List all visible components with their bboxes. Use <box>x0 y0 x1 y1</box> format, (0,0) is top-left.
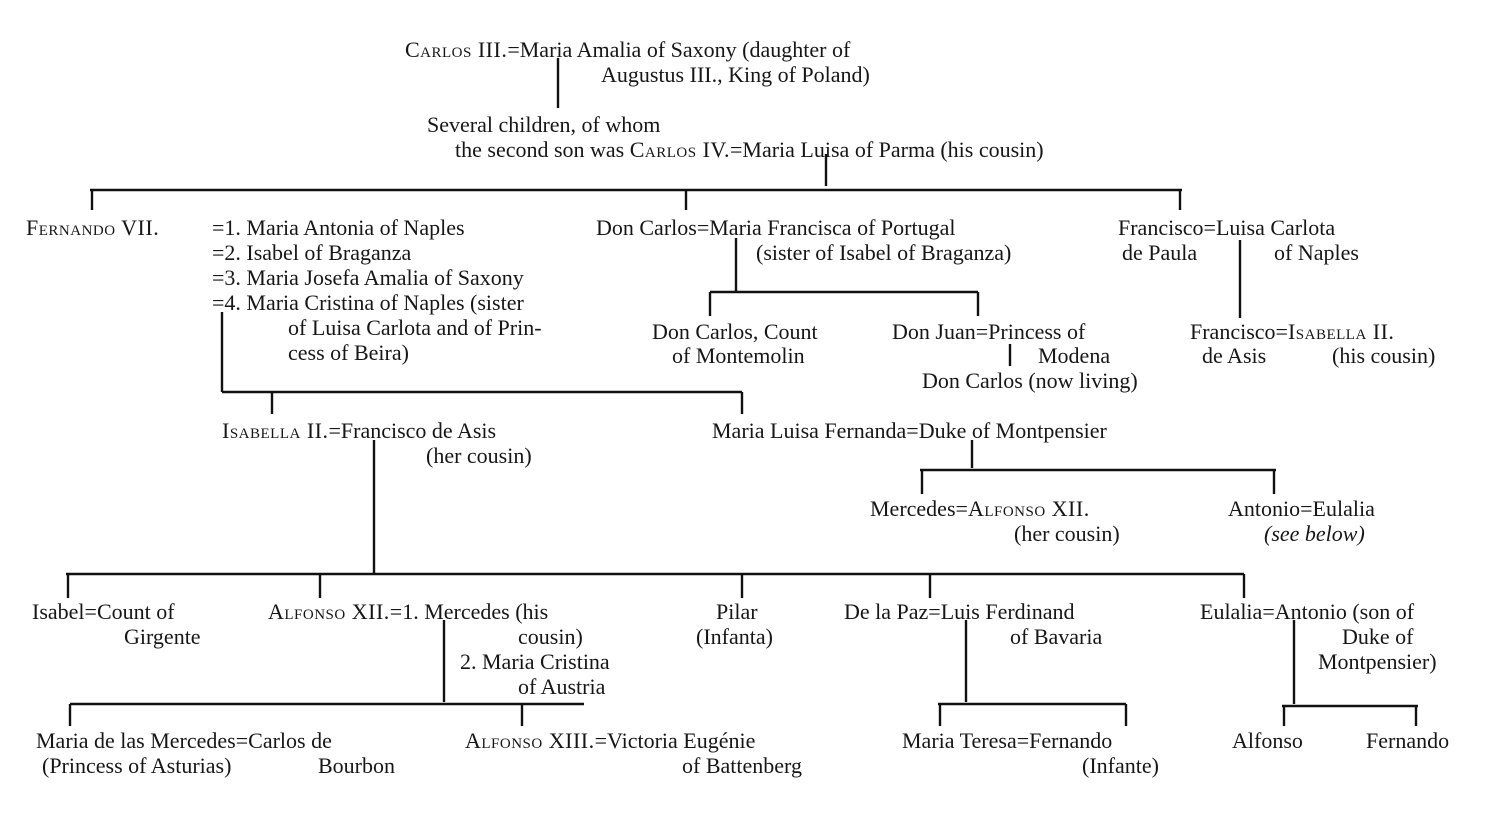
marriage-sign: = <box>1016 728 1030 753</box>
fernando-infante-line1: Fernando <box>1029 728 1113 753</box>
antonio-name: Antonio <box>1228 496 1301 521</box>
donjuan-name: Don Juan <box>892 319 976 344</box>
count-montemolin-line1: Don Carlos, Count <box>652 319 818 344</box>
maria-mercedes-couple <box>36 729 332 753</box>
fernando7-wife-4-cont1: of Luisa Carlota and of Prin- <box>288 315 542 340</box>
eulalia-name: Eulalia <box>1200 599 1263 624</box>
fernando-infante-line2: (Infante) <box>1082 753 1159 778</box>
fernando7-wife-2: =2. Isabel of Braganza <box>212 240 412 265</box>
maria-teresa-name: Maria Teresa <box>902 728 1017 753</box>
marriage-sign: = <box>328 418 341 443</box>
donjuan-couple <box>892 320 1085 344</box>
see-below-note: (see below) <box>1264 521 1365 546</box>
victoria-eugenie-line2: of Battenberg <box>682 753 802 778</box>
alfonso13-couple <box>465 729 755 753</box>
montpensier-name: Duke of Montpensier <box>918 418 1107 443</box>
marriage-sign: = <box>1275 319 1288 344</box>
marriage-sign: = <box>955 496 968 521</box>
luisa-carlota-line1: Luisa Carlota <box>1215 215 1336 240</box>
eulalia-son-fernando: Fernando <box>1366 728 1450 753</box>
isabella2-spouse: Isabella II. <box>1287 319 1395 344</box>
marriage-sign: = <box>594 728 608 753</box>
luis-ferdinand-line1: Luis Ferdinand <box>940 599 1075 624</box>
fernando7-wife-3: =3. Maria Josefa Amalia of Saxony <box>212 265 524 290</box>
eulalia-spouse: Eulalia <box>1312 496 1375 521</box>
marriage-sign: = <box>84 599 97 624</box>
alfonso12-couple <box>268 600 548 624</box>
eulalia-son-alfonso: Alfonso <box>1232 728 1303 753</box>
marriage-sign: = <box>696 215 710 240</box>
maria-francisca-line2: (sister of Isabel of Braganza) <box>756 240 1012 265</box>
mercedes-couple <box>870 497 1090 521</box>
isabel-couple <box>32 600 175 624</box>
girgente-line2: Girgente <box>124 624 201 649</box>
girgente-line1: Count of <box>96 599 175 624</box>
second-son-text: the second son was <box>455 137 625 162</box>
carlos4-couple <box>455 138 1044 162</box>
alfonso13-name: Alfonso XIII. <box>465 728 595 753</box>
maria-mercedes-title: (Princess of Asturias) <box>42 753 232 778</box>
marriage-sign: = <box>1262 599 1275 624</box>
pilar-title: (Infanta) <box>696 624 773 649</box>
francisco-asis-name: Francisco <box>1190 319 1276 344</box>
marriage-sign: = <box>389 599 403 624</box>
marriage-sign: = <box>1300 496 1313 521</box>
isabella2-couple <box>222 419 496 443</box>
francisco-asis-line2: de Asis <box>1202 343 1267 368</box>
princess-modena-line1: Princess of <box>988 319 1086 344</box>
doncarlos-couple <box>596 216 955 240</box>
marriage-sign: = <box>906 418 919 443</box>
antonio-spouse-line3: Montpensier) <box>1318 649 1437 674</box>
francisco-paula-line1 <box>1118 216 1335 240</box>
maria-luisa-couple <box>712 419 1107 443</box>
eulalia-couple <box>1200 600 1414 624</box>
maria-amalia-line2: Augustus III., King of Poland) <box>601 62 870 87</box>
francisco-asis-spouse-note: (her cousin) <box>426 443 532 468</box>
francisco-paula-name: Francisco <box>1118 215 1204 240</box>
fernando7-wife-1: =1. Maria Antonia of Naples <box>212 215 465 240</box>
marriage-sign: = <box>1203 215 1216 240</box>
carlos-bourbon-line1: Carlos de <box>248 728 332 753</box>
marriage-sign: = <box>507 37 520 62</box>
mercedes-name: Mercedes <box>870 496 956 521</box>
luis-ferdinand-line2: of Bavaria <box>1010 624 1103 649</box>
antonio-spouse-line1: Antonio (son of <box>1274 599 1415 624</box>
francisco-asis-line1 <box>1190 320 1394 344</box>
maria-luisa-parma: Maria Luisa of Parma (his cousin) <box>742 137 1044 162</box>
count-montemolin-line2: of Montemolin <box>672 343 805 368</box>
alfonso12-wife1-line1: 1. Mercedes (his <box>402 599 549 624</box>
alfonso12-wife1-line2: cousin) <box>518 624 583 649</box>
victoria-eugenie-line1: Victoria Eugénie <box>607 728 756 753</box>
alfonso12-wife2-line1: 2. Maria Cristina <box>460 649 610 674</box>
carlos3-name: Carlos III. <box>405 37 508 62</box>
maria-teresa-couple <box>902 729 1112 753</box>
maria-amalia-line1: Maria Amalia of Saxony (daughter of <box>519 37 851 62</box>
marriage-sign: = <box>729 137 743 162</box>
isabella2-spouse-note: (his cousin) <box>1332 343 1436 368</box>
delapaz-name: De la Paz <box>844 599 929 624</box>
alfonso12-spouse: Alfonso XII. <box>967 496 1090 521</box>
francisco-asis-spouse: Francisco de Asis <box>340 418 497 443</box>
maria-luisa-name: Maria Luisa Fernanda <box>712 418 907 443</box>
antonio-spouse-line2: Duke of <box>1342 624 1414 649</box>
maria-francisca-line1: Maria Francisca of Portugal <box>709 215 956 240</box>
pilar-name: Pilar <box>716 599 758 624</box>
marriage-sign: = <box>235 728 249 753</box>
doncarlos-name: Don Carlos <box>596 215 697 240</box>
several-children: Several children, of whom <box>427 112 661 137</box>
marriage-sign: = <box>975 319 989 344</box>
antonio-couple <box>1228 497 1375 521</box>
carlos3-couple <box>405 38 850 62</box>
luisa-carlota-line2: of Naples <box>1274 240 1359 265</box>
isabel-name: Isabel <box>32 599 85 624</box>
princess-modena-line2: Modena <box>1038 343 1111 368</box>
maria-mercedes-name: Maria de las Mercedes <box>36 728 236 753</box>
carlos-bourbon-line2: Bourbon <box>318 753 395 778</box>
isabella2-name: Isabella II. <box>222 418 329 443</box>
fernando7-wife-4: =4. Maria Cristina of Naples (sister <box>212 290 524 315</box>
alfonso12-wife2-line2: of Austria <box>518 674 606 699</box>
carlos4-name: Carlos IV. <box>629 137 730 162</box>
donjuan-son: Don Carlos (now living) <box>922 368 1138 393</box>
fernando7-name: Fernando VII. <box>26 215 160 240</box>
delapaz-couple <box>844 600 1075 624</box>
francisco-paula-line2: de Paula <box>1122 240 1198 265</box>
alfonso12-name: Alfonso XII. <box>268 599 390 624</box>
alfonso12-spouse-note: (her cousin) <box>1014 521 1120 546</box>
marriage-sign: = <box>928 599 941 624</box>
fernando7-wife-4-cont2: cess of Beira) <box>288 340 409 365</box>
